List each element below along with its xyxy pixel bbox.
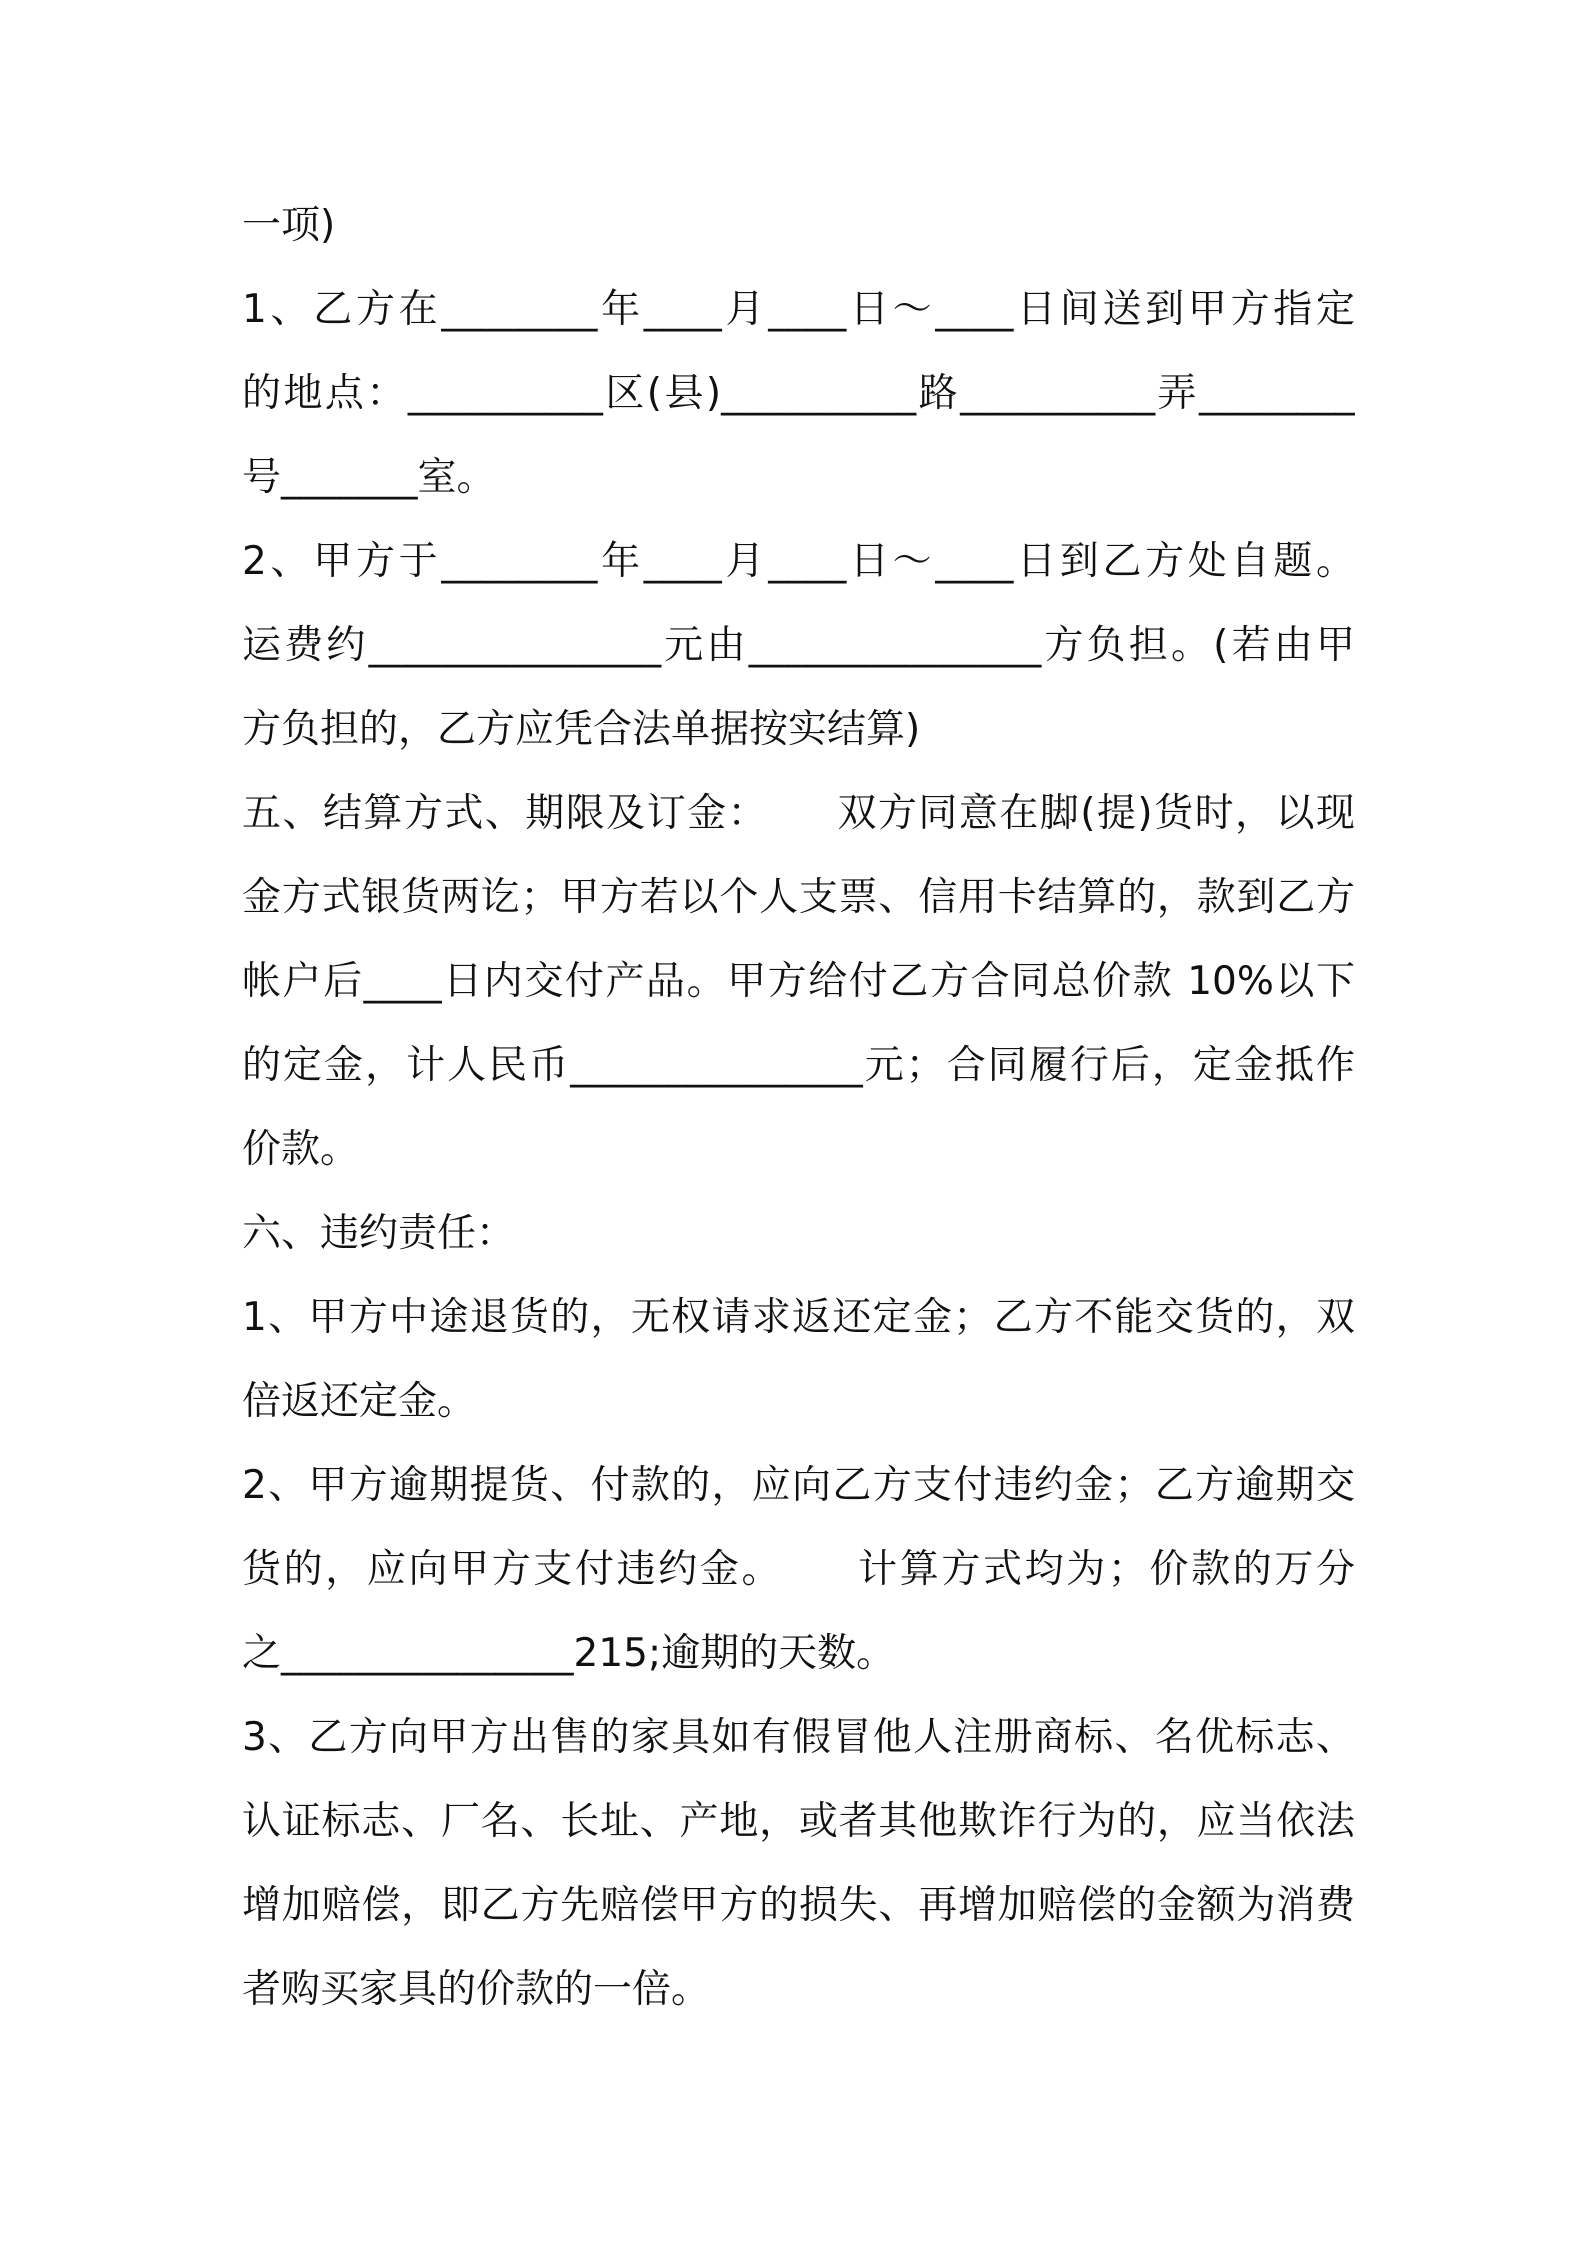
paragraph-line: 1、乙方在________年____月____日～____日间送到甲方指定: [242, 287, 1355, 332]
paragraph-line: 的地点：__________区(县)__________路__________弄________: [242, 371, 1355, 416]
paragraph-line: 运费约_______________元由_______________方负担。(若由甲: [242, 623, 1355, 668]
paragraph-line: 号_______室。: [242, 455, 496, 500]
paragraph-line: 价款。: [242, 1127, 360, 1172]
paragraph-line: 认证标志、厂名、长址、产地，或者其他欺诈行为的，应当依法: [242, 1799, 1355, 1844]
document-body: [242, 184, 1355, 2032]
paragraph-line: 金方式银货两讫；甲方若以个人支票、信用卡结算的，款到乙方: [242, 875, 1355, 920]
paragraph-line: 帐户后____日内交付产品。甲方给付乙方合同总价款 10%以下: [242, 959, 1355, 1004]
paragraph-line: 2、甲方逾期提货、付款的，应向乙方支付违约金；乙方逾期交: [242, 1463, 1355, 1508]
section-heading-liability: 六、违约责任：: [242, 1211, 516, 1256]
paragraph-line: 3、乙方向甲方出售的家具如有假冒他人注册商标、名优标志、: [242, 1715, 1355, 1760]
paragraph-line: 增加赔偿，即乙方先赔偿甲方的损失、再增加赔偿的金额为消费: [242, 1883, 1355, 1928]
paragraph-line: 2、甲方于________年____月____日～____日到乙方处自题。: [242, 539, 1355, 584]
paragraph-line: 倍返还定金。: [242, 1379, 477, 1424]
paragraph-line: 的定金，计人民币_______________元；合同履行后，定金抵作: [242, 1043, 1355, 1088]
paragraph-line: 1、甲方中途退货的，无权请求返还定金；乙方不能交货的，双: [242, 1295, 1355, 1340]
paragraph-line: 之_______________215;逾期的天数。: [242, 1631, 896, 1676]
section-heading-settlement: 五、结算方式、期限及订金： 双方同意在脚(提)货时，以现: [242, 791, 1355, 836]
paragraph-line: 货的，应向甲方支付违约金。 计算方式均为；价款的万分: [242, 1547, 1355, 1592]
paragraph-line: 者购买家具的价款的一倍。: [242, 1967, 711, 2012]
paragraph-line: 一项): [242, 203, 336, 248]
paragraph-line: 方负担的，乙方应凭合法单据按实结算): [242, 707, 921, 752]
